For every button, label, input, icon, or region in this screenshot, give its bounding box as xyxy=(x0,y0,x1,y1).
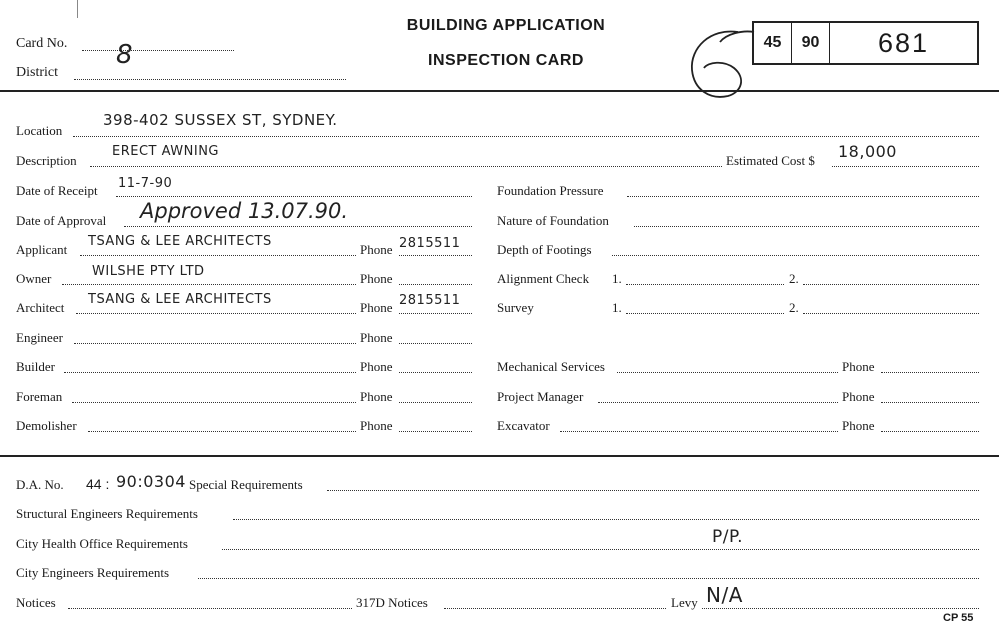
nature-of-foundation-dots xyxy=(634,226,979,227)
mechanical-services-dots xyxy=(617,372,838,373)
city-engineers-label: City Engineers Requirements xyxy=(16,565,170,580)
levy-label: Levy xyxy=(671,595,698,610)
survey-1-dots xyxy=(626,313,784,314)
notices-dots xyxy=(68,608,352,609)
applicant-phone-value: 2815511 xyxy=(399,236,461,251)
mechanical-services-phone-dots xyxy=(881,372,979,373)
depth-of-footings-label: Depth of Footings xyxy=(497,242,592,257)
city-engineers-dots xyxy=(198,578,979,579)
alignment-check-2: 2. xyxy=(789,271,799,286)
foreman-phone-label: Phone xyxy=(360,389,393,404)
reference-box-b-value: 90 xyxy=(801,34,820,51)
date-of-receipt-label: Date of Receipt xyxy=(16,183,98,198)
description-dots xyxy=(90,166,722,167)
engineer-phone-dots xyxy=(399,343,472,344)
card-no-label: Card No. xyxy=(16,36,68,51)
da-no-printed: 44 : xyxy=(86,476,110,492)
excavator-label: Excavator xyxy=(497,418,550,433)
applicant-label: Applicant xyxy=(16,242,68,257)
reference-box-c xyxy=(830,23,977,63)
demolisher-label: Demolisher xyxy=(16,418,77,433)
architect-phone-label: Phone xyxy=(360,300,393,315)
project-manager-phone-dots xyxy=(881,402,979,403)
city-health-dots xyxy=(222,549,979,550)
city-health-label: City Health Office Requirements xyxy=(16,536,188,551)
mechanical-services-label: Mechanical Services xyxy=(497,359,605,374)
header-divider xyxy=(0,90,999,92)
architect-value: TSANG & LEE ARCHITECTS xyxy=(88,292,272,307)
description-value: ERECT AWNING xyxy=(112,144,220,159)
special-requirements-dots xyxy=(327,490,979,491)
notices-317d-label: 317D Notices xyxy=(356,595,428,610)
reference-box-c-value: 681 xyxy=(877,27,930,58)
date-of-approval-dots xyxy=(124,226,472,227)
builder-label: Builder xyxy=(16,359,55,374)
foundation-pressure-dots xyxy=(627,196,979,197)
notices-label: Notices xyxy=(16,595,56,610)
card-no-dots xyxy=(82,50,234,51)
reference-box-a xyxy=(754,23,792,63)
da-no-label: D.A. No. xyxy=(16,477,64,492)
card-title-line1: BUILDING APPLICATION xyxy=(406,17,606,34)
estimated-cost-value: 18,000 xyxy=(838,142,897,161)
city-health-value: P/P. xyxy=(712,527,743,547)
punch-guide-line xyxy=(77,0,78,18)
owner-dots xyxy=(62,284,356,285)
da-no-value: 90:0304 xyxy=(116,472,186,491)
builder-phone-dots xyxy=(399,372,472,373)
mechanical-services-phone-label: Phone xyxy=(842,359,875,374)
description-label: Description xyxy=(16,153,77,168)
architect-dots xyxy=(76,313,356,314)
reference-box-a-value: 45 xyxy=(763,34,782,51)
demolisher-phone-label: Phone xyxy=(360,418,393,433)
excavator-phone-dots xyxy=(881,431,979,432)
district-dots xyxy=(74,79,346,80)
foreman-dots xyxy=(72,402,356,403)
alignment-check-1-dots xyxy=(626,284,784,285)
main-divider xyxy=(0,455,999,457)
project-manager-label: Project Manager xyxy=(497,389,584,404)
card-title-line2: INSPECTION CARD xyxy=(428,52,584,69)
date-of-receipt-value: 11-7-90 xyxy=(118,176,173,191)
circled-mark-value xyxy=(718,28,731,52)
foreman-phone-dots xyxy=(399,402,472,403)
architect-phone-dots xyxy=(399,313,472,314)
survey-2: 2. xyxy=(789,300,799,315)
applicant-phone-label: Phone xyxy=(360,242,393,257)
project-manager-dots xyxy=(598,402,838,403)
excavator-dots xyxy=(560,431,838,432)
engineer-phone-label: Phone xyxy=(360,330,393,345)
architect-phone-value: 2815511 xyxy=(399,293,461,308)
location-dots xyxy=(73,136,979,137)
alignment-check-2-dots xyxy=(803,284,979,285)
card-no-value: 8 xyxy=(116,40,134,70)
foreman-label: Foreman xyxy=(16,389,63,404)
excavator-phone-label: Phone xyxy=(842,418,875,433)
date-of-approval-value: Approved 13.07.90. xyxy=(140,199,349,223)
project-manager-phone-label: Phone xyxy=(842,389,875,404)
owner-phone-label: Phone xyxy=(360,271,393,286)
location-value: 398-402 SUSSEX ST, SYDNEY. xyxy=(103,111,338,129)
engineer-dots xyxy=(74,343,356,344)
nature-of-foundation-label: Nature of Foundation xyxy=(497,213,609,228)
date-of-approval-label: Date of Approval xyxy=(16,213,107,228)
reference-box-b xyxy=(792,23,830,63)
structural-engineers-dots xyxy=(233,519,979,520)
survey-label: Survey xyxy=(497,300,534,315)
levy-dots xyxy=(702,608,979,609)
applicant-dots xyxy=(80,255,356,256)
demolisher-dots xyxy=(88,431,356,432)
location-label: Location xyxy=(16,123,63,138)
depth-of-footings-dots xyxy=(612,255,979,256)
estimated-cost-label: Estimated Cost $ xyxy=(726,153,815,168)
applicant-value: TSANG & LEE ARCHITECTS xyxy=(88,234,272,249)
estimated-cost-dots xyxy=(832,166,979,167)
foundation-pressure-label: Foundation Pressure xyxy=(497,183,604,198)
owner-phone-dots xyxy=(399,284,472,285)
survey-2-dots xyxy=(803,313,979,314)
owner-value: WILSHE PTY LTD xyxy=(92,264,205,279)
architect-label: Architect xyxy=(16,300,65,315)
applicant-phone-dots xyxy=(399,255,472,256)
demolisher-phone-dots xyxy=(399,431,472,432)
engineer-label: Engineer xyxy=(16,330,63,345)
notices-317d-dots xyxy=(444,608,666,609)
alignment-check-label: Alignment Check xyxy=(497,271,590,286)
special-requirements-label: Special Requirements xyxy=(189,477,303,492)
survey-1: 1. xyxy=(612,300,622,315)
alignment-check-1: 1. xyxy=(612,271,622,286)
reference-number-box xyxy=(752,21,979,65)
structural-engineers-label: Structural Engineers Requirements xyxy=(16,506,198,521)
owner-label: Owner xyxy=(16,271,52,286)
district-label: District xyxy=(16,65,58,80)
builder-phone-label: Phone xyxy=(360,359,393,374)
builder-dots xyxy=(64,372,356,373)
levy-value: N/A xyxy=(706,583,743,607)
form-code: CP 55 xyxy=(943,612,974,624)
date-of-receipt-dots xyxy=(116,196,472,197)
header-section xyxy=(0,0,999,90)
